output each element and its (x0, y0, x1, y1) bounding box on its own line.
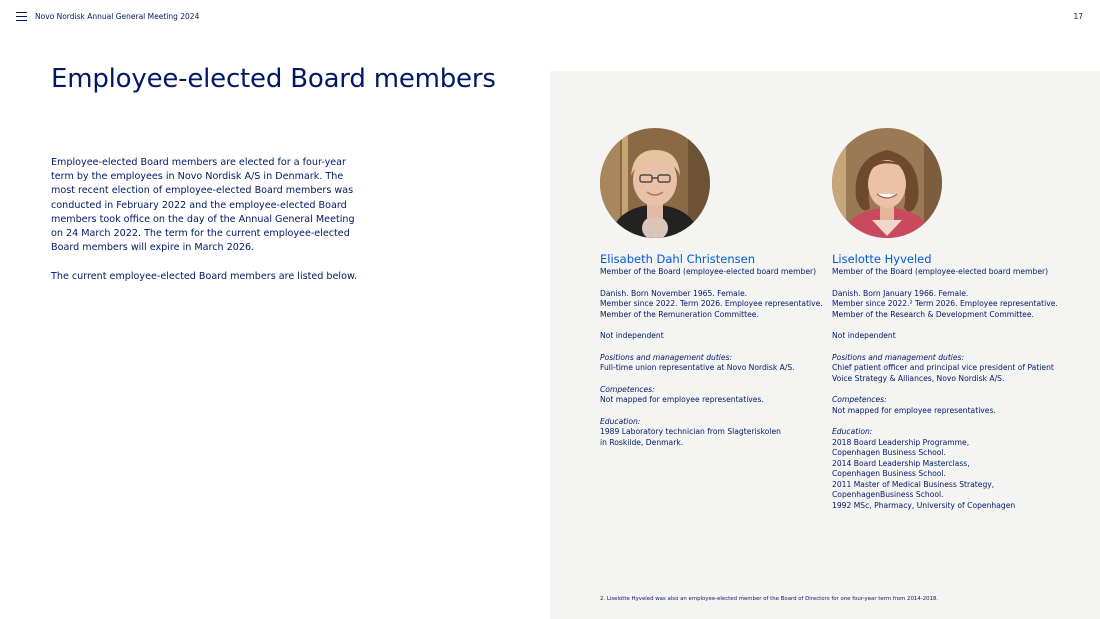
section-label: Education: (600, 416, 641, 426)
positions-line: Full-time union representative at Novo Nordisk A/S. (600, 363, 795, 372)
bio-line: Member since 2022.² Term 2026. Employee representative. (832, 299, 1058, 308)
education-line: 2014 Board Leadership Masterclass, (832, 458, 970, 468)
bio-line: Member of the Research & Development Committee. (832, 309, 1034, 319)
member-role: Member of the Board (employee-elected board member) (600, 267, 817, 276)
education-section (832, 427, 1072, 511)
education-line: CopenhagenBusiness School. (832, 490, 944, 499)
hamburger-menu-icon[interactable] (16, 12, 27, 21)
education-line: in Roskilde, Denmark. (600, 437, 684, 447)
member-name: Liselotte Hyveled (832, 252, 932, 266)
member-bio (600, 289, 830, 321)
positions-section (832, 353, 1072, 385)
competences-text: Not mapped for employee representatives. (832, 405, 996, 415)
member-bio (832, 289, 1072, 321)
independence-status: Not independent (832, 331, 896, 340)
bio-line: Danish. Born January 1966. Female. (832, 288, 969, 298)
bio-line: Member since 2022. Term 2026. Employee representative. (600, 299, 823, 308)
independence-status: Not independent (600, 331, 664, 340)
education-line: 1992 MSc, Pharmacy, University of Copenhagen (832, 500, 1016, 510)
education-line: 2018 Board Leadership Programme, (832, 437, 970, 447)
positions-line: Voice Strategy & Alliances, Novo Nordisk A/S. (832, 373, 1005, 383)
positions-section (600, 353, 830, 374)
intro-paragraph: The current employee-elected Board members are listed below. (51, 270, 357, 282)
section-label: Positions and management duties: (832, 352, 965, 362)
member-name: Elisabeth Dahl Christensen (600, 252, 756, 266)
intro-paragraph: Employee-elected Board members are elected for a four-year term by the employees in Novo Nordisk A/S in Denmark. The most recent election of employee-elected Board members was conducted in February 2022 and the employee-elected Board members took office on the day of the Annual General Meeting on 24 March 2022. The term for the current employee-elected Board members will expire in March 2026. (51, 157, 355, 254)
member-photo (832, 128, 942, 238)
section-label: Competences: (832, 395, 887, 404)
page-number: 17 (1073, 12, 1083, 21)
competences-section (832, 395, 1072, 416)
footnote: 2. Liselotte Hyveled was also an employee-elected member of the Board of Directors for one four-year term from 2014-2018. (600, 596, 939, 602)
document-title: Novo Nordisk Annual General Meeting 2024 (35, 12, 200, 21)
page-title: Employee-elected Board members (51, 64, 496, 94)
section-label: Positions and management duties: (600, 352, 733, 362)
competences-section (600, 385, 830, 406)
bio-line: Member of the Remuneration Committee. (600, 309, 759, 319)
education-line: 2011 Master of Medical Business Strategy, (832, 479, 995, 489)
section-label: Education: (832, 427, 873, 436)
top-bar (16, 12, 199, 21)
education-section (600, 417, 830, 449)
education-line: Copenhagen Business School. (832, 469, 946, 478)
section-label: Competences: (600, 384, 655, 394)
education-line: 1989 Laboratory technician from Slagteriskolen (600, 427, 781, 436)
member-photo (600, 128, 710, 238)
positions-line: Chief patient officer and principal vice president of Patient (832, 363, 1054, 372)
bio-line: Danish. Born November 1965. Female. (600, 288, 748, 298)
member-role: Member of the Board (employee-elected board member) (832, 267, 1049, 276)
board-member-card (832, 128, 1072, 511)
intro-text (51, 156, 361, 298)
education-line: Copenhagen Business School. (832, 448, 946, 457)
competences-text: Not mapped for employee representatives. (600, 395, 764, 404)
board-member-card (600, 128, 830, 448)
